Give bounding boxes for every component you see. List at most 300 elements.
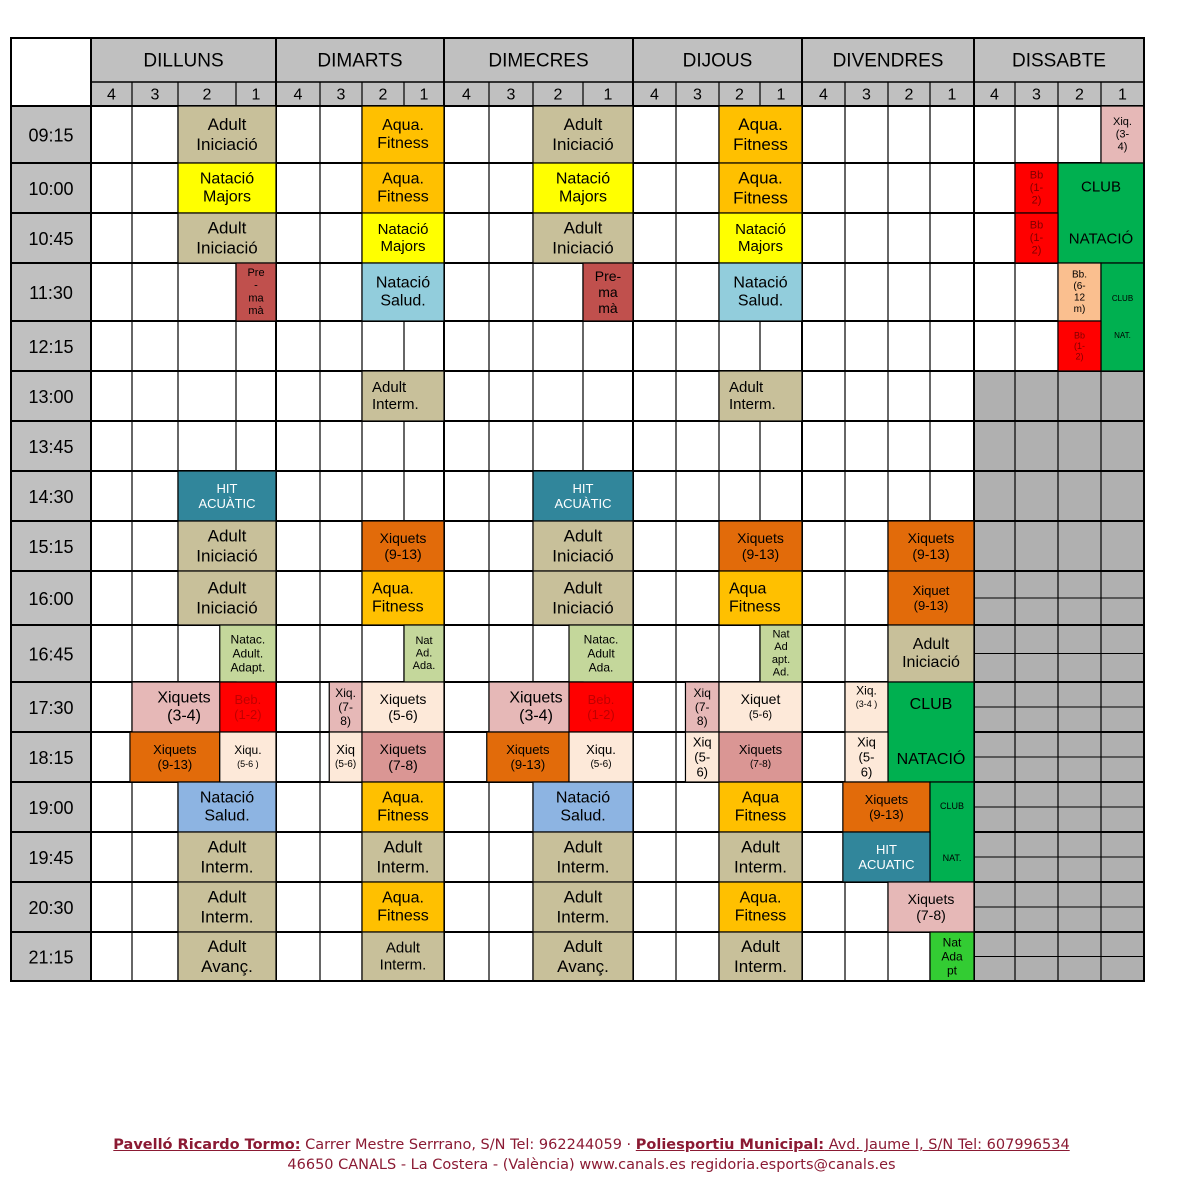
class-block <box>130 732 220 782</box>
class-label: (7-8) <box>916 907 946 924</box>
class-block <box>404 625 444 682</box>
footer-venue-2-address: Avd. Jaume I, S/N Tel: 607996534 <box>824 1137 1070 1153</box>
class-block <box>178 521 276 571</box>
time-slot-label: 16:00 <box>28 589 74 609</box>
class-label: Adult <box>563 218 603 238</box>
time-slot-label: 11:30 <box>29 283 73 303</box>
lane-header-2: 2 <box>735 86 744 104</box>
class-label: Interm. <box>376 857 430 877</box>
class-block-bg <box>930 782 974 882</box>
time-slot-label: 17:30 <box>28 698 74 718</box>
class-label: Iniciació <box>196 134 258 154</box>
class-label: Beb. <box>587 692 615 708</box>
class-label: Nat <box>942 935 962 950</box>
class-block <box>1015 213 1058 263</box>
class-label: (3-4) <box>167 707 201 725</box>
class-label: Majors <box>202 188 252 206</box>
class-label: Adult <box>563 937 603 957</box>
class-label: Iniciació <box>196 238 258 258</box>
class-block <box>569 732 633 782</box>
class-label: (9-13) <box>869 806 904 822</box>
class-block <box>845 682 888 732</box>
class-label: Adult <box>372 378 407 396</box>
class-label: (9-13) <box>912 546 950 563</box>
class-label: CLUB <box>939 801 965 812</box>
class-label: Xiquets <box>506 742 550 758</box>
class-block <box>719 882 802 932</box>
class-label: Iniciació <box>552 238 614 258</box>
class-label: Fitness <box>377 907 429 925</box>
class-label: (7-8) <box>388 757 418 774</box>
class-block <box>1015 163 1058 213</box>
class-block <box>533 213 633 263</box>
class-block <box>362 732 444 782</box>
lane-header-4: 4 <box>650 86 659 104</box>
footer-venue-1-address: Carrer Mestre Serrrano, S/N Tel: 962244059 · <box>300 1137 636 1153</box>
class-block <box>685 732 719 782</box>
class-block <box>533 163 633 213</box>
class-block <box>533 932 633 981</box>
class-label: Natació <box>377 220 429 238</box>
class-label: Adapt. <box>230 660 266 675</box>
class-label: (3-4) <box>519 707 553 725</box>
class-label: Xiquets <box>737 529 784 546</box>
lane-header-2: 2 <box>553 86 563 104</box>
class-block <box>760 625 802 682</box>
class-label: 2) <box>1031 244 1042 257</box>
class-label: pt <box>946 963 958 978</box>
time-slot-label: 19:45 <box>28 848 74 868</box>
class-label: Iniciació <box>552 546 614 566</box>
class-block-bg <box>1101 263 1144 371</box>
day-header-dimarts: DIMARTS <box>317 50 403 72</box>
class-label: ma <box>248 292 264 305</box>
time-slot-label: 19:00 <box>28 798 74 818</box>
class-block <box>719 263 802 321</box>
class-label: (9-13) <box>157 756 193 772</box>
class-block <box>362 106 444 163</box>
class-block <box>719 106 802 163</box>
time-slot-label: 10:00 <box>28 179 74 199</box>
class-block <box>178 832 276 882</box>
lane-header-2: 2 <box>904 86 914 104</box>
class-label: mà <box>598 300 618 317</box>
class-label: Xiq <box>336 742 356 758</box>
day-header-dimecres: DIMECRES <box>488 50 589 72</box>
class-label: Beb. <box>234 692 262 708</box>
time-slot-label: 20:30 <box>28 898 74 918</box>
lane-header-1: 1 <box>419 86 429 104</box>
class-label: Xiqu. <box>586 742 616 758</box>
lane-header-3: 3 <box>862 86 871 104</box>
class-label: Iniciació <box>196 598 258 618</box>
class-block <box>362 682 444 732</box>
class-label: m) <box>1073 303 1086 315</box>
class-label: Adult <box>563 887 603 907</box>
lane-header-band <box>91 82 1144 106</box>
class-label: Bb <box>1073 330 1086 341</box>
class-block <box>569 682 633 732</box>
class-block <box>533 832 633 882</box>
class-label: 12 <box>1073 292 1086 304</box>
class-block <box>362 163 444 213</box>
class-block <box>719 932 802 981</box>
time-slot-label: 10:45 <box>28 229 74 249</box>
class-label: Ada. <box>412 660 436 673</box>
class-label: Interm. <box>379 956 427 974</box>
class-label: Interm. <box>729 396 776 414</box>
class-label: Interm. <box>734 857 787 877</box>
footer-contact: 46650 CANALS - La Costera - (València) www.canals.es regidoria.esports@canals.es <box>287 1157 896 1173</box>
class-label: Avanç. <box>201 956 253 976</box>
class-label: Aqua. <box>738 168 783 188</box>
day-header-dissabte: DISSABTE <box>1012 50 1106 72</box>
class-label: Adult. <box>232 646 264 661</box>
class-label: Xiquet <box>740 690 781 707</box>
class-label: Interm. <box>734 956 787 976</box>
class-block <box>1101 263 1144 371</box>
class-label: Adult <box>587 646 615 661</box>
class-label: Adult <box>207 837 247 857</box>
class-label: (5-6) <box>388 707 418 724</box>
class-block <box>888 571 974 625</box>
class-label: Xiquets <box>153 742 197 758</box>
class-label: Adult <box>383 837 423 857</box>
lane-header-4: 4 <box>990 86 999 104</box>
class-block <box>533 106 633 163</box>
class-label: (9-13) <box>510 756 546 772</box>
class-label: Bb. <box>1071 269 1088 281</box>
class-label: ACUÀTIC <box>198 495 256 511</box>
class-block <box>930 932 974 981</box>
class-block <box>930 782 974 882</box>
class-label: Xiquets <box>379 740 427 757</box>
class-label: Adult <box>207 115 247 135</box>
class-label: Ada <box>941 949 963 964</box>
class-label: Adult <box>729 378 764 396</box>
class-label: Interm. <box>200 857 254 877</box>
class-label: (5-6) <box>590 758 612 770</box>
time-slot-label: 18:15 <box>28 748 74 768</box>
class-label: Xiquets <box>907 890 955 907</box>
class-block <box>533 882 633 932</box>
class-label: Natació <box>555 789 611 807</box>
class-block <box>220 732 276 782</box>
class-label: Salud. <box>737 292 784 310</box>
class-label: Pre <box>247 267 265 280</box>
class-label: NATACIÓ <box>896 751 966 769</box>
class-label: Iniciació <box>196 546 258 566</box>
class-block <box>845 732 888 782</box>
class-block <box>719 732 802 782</box>
class-label: Xiquets <box>509 689 563 707</box>
class-label: HIT <box>572 481 594 497</box>
class-label: (1- <box>1029 182 1044 194</box>
class-label: 4) <box>1117 141 1128 154</box>
class-block <box>329 732 362 782</box>
class-block <box>583 263 633 321</box>
class-block <box>843 782 930 832</box>
class-label: NAT. <box>1114 330 1131 340</box>
class-block <box>719 163 802 213</box>
class-label: Xiquets <box>738 742 783 758</box>
class-label: Adult <box>563 578 603 598</box>
class-block <box>533 782 633 832</box>
class-label: mà <box>248 304 264 317</box>
class-label: 6) <box>696 764 709 780</box>
class-label: Aqua. <box>382 789 424 807</box>
lane-header-1: 1 <box>251 86 261 104</box>
class-block <box>236 263 276 321</box>
class-label: NAT. <box>942 852 962 863</box>
class-label: Xiq <box>693 686 711 701</box>
class-label: Ad. <box>415 647 433 660</box>
class-block <box>533 471 633 521</box>
footer <box>0 1135 1183 1175</box>
lane-header-4: 4 <box>462 86 471 104</box>
class-label: Nat <box>772 628 790 641</box>
class-label: Xiq. <box>856 683 877 698</box>
class-block <box>843 832 930 882</box>
class-label: (7-8) <box>749 758 772 770</box>
class-block <box>719 213 802 263</box>
class-label: (1-2) <box>234 706 262 722</box>
class-label: (5-6) <box>335 758 357 770</box>
class-label: Fitness <box>377 188 429 206</box>
saturday-closed-area <box>974 371 1144 981</box>
lane-header-3: 3 <box>336 86 346 104</box>
class-block <box>1058 163 1144 263</box>
class-block <box>362 571 444 625</box>
class-label: Majors <box>737 238 784 256</box>
class-label: Aqua <box>741 789 780 807</box>
class-label: (5-6) <box>748 709 773 722</box>
class-block <box>362 213 444 263</box>
class-block <box>178 471 276 521</box>
lane-header-1: 1 <box>603 86 613 104</box>
class-label: Xiquet <box>912 583 950 599</box>
class-block <box>719 571 802 625</box>
class-label: (1- <box>1029 232 1044 244</box>
class-block <box>719 371 802 421</box>
class-label: Adult <box>385 939 421 957</box>
class-label: (3- <box>1115 128 1130 141</box>
class-label: Adult <box>741 837 780 857</box>
class-label: Xiquets <box>907 529 955 546</box>
class-label: Iniciació <box>552 598 614 618</box>
class-block <box>178 106 276 163</box>
class-label: Aqua. <box>372 580 414 598</box>
class-block <box>719 782 802 832</box>
class-label: ACUATIC <box>858 856 915 872</box>
class-label: Bb <box>1029 219 1044 232</box>
footer-venue-2: Poliesportiu Municipal: <box>635 1137 825 1153</box>
class-label: Iniciació <box>902 654 960 672</box>
class-block <box>362 782 444 832</box>
class-label: Aqua. <box>382 170 424 188</box>
class-block <box>178 882 276 932</box>
class-block <box>719 682 802 732</box>
class-label: HIT <box>875 842 897 858</box>
class-label: Interm. <box>200 907 254 927</box>
class-label: Fitness <box>729 598 781 616</box>
class-label: Aqua. <box>382 116 424 134</box>
class-block <box>178 163 276 213</box>
class-label: (7- <box>338 700 353 714</box>
lane-header-3: 3 <box>693 86 702 104</box>
lane-header-3: 3 <box>1032 86 1041 104</box>
class-block <box>533 521 633 571</box>
lane-header-1: 1 <box>1118 86 1127 104</box>
class-label: Natació <box>735 220 786 238</box>
class-label: Ad. <box>772 666 790 679</box>
class-label: Aqua. <box>739 889 782 907</box>
class-label: ma <box>598 284 618 300</box>
class-label: (6- <box>1073 280 1086 292</box>
class-block <box>178 571 276 625</box>
class-block <box>487 732 569 782</box>
class-label: Adult <box>741 937 780 957</box>
class-label: Adult <box>912 635 950 653</box>
class-label: CLUB <box>909 695 953 713</box>
class-label: Ada. <box>588 660 614 675</box>
class-block <box>362 832 444 882</box>
class-label: 2) <box>1031 194 1042 207</box>
class-block <box>329 682 362 732</box>
class-label: Adult <box>563 837 603 857</box>
class-block <box>220 625 276 682</box>
class-block <box>362 882 444 932</box>
class-block <box>685 682 719 732</box>
time-slot-label: 12:15 <box>28 337 74 357</box>
class-block <box>1058 321 1101 371</box>
class-label: Xiquets <box>864 792 909 808</box>
day-header-dijous: DIJOUS <box>682 50 753 72</box>
class-label: Pre- <box>594 267 622 284</box>
class-label: CLUB <box>1111 294 1134 304</box>
class-block-bg <box>719 682 802 732</box>
day-header-divendres: DIVENDRES <box>832 50 944 72</box>
class-block <box>178 213 276 263</box>
class-label: 8) <box>340 713 351 728</box>
class-label: Adult <box>207 578 247 598</box>
class-label: Majors <box>558 188 608 206</box>
class-label: 6) <box>860 764 873 780</box>
time-slot-label: 09:15 <box>28 125 74 146</box>
class-label: Fitness <box>733 134 788 154</box>
class-label: Aqua. <box>382 889 424 907</box>
class-label: Fitness <box>377 807 429 825</box>
time-slot-label: 13:00 <box>28 387 74 407</box>
lane-header-3: 3 <box>506 86 516 104</box>
class-label: Adult <box>207 887 247 907</box>
class-block <box>569 625 633 682</box>
class-label: 2) <box>1075 351 1084 362</box>
class-block <box>719 521 802 571</box>
class-label: Adult <box>207 526 247 546</box>
time-slot-label: 21:15 <box>28 947 74 968</box>
class-label: - <box>254 279 258 292</box>
lane-header-1: 1 <box>776 86 786 104</box>
class-label: Adult <box>207 937 247 957</box>
class-label: HIT <box>216 481 238 497</box>
class-label: Adult <box>207 218 247 238</box>
class-label: (9-13) <box>741 546 780 563</box>
class-label: Salud. <box>204 807 250 825</box>
lane-header-2: 2 <box>202 86 212 104</box>
class-block <box>1058 263 1101 321</box>
class-label: ACUÀTIC <box>554 495 612 511</box>
class-label: Bb <box>1029 169 1044 182</box>
class-label: apt. <box>771 653 791 666</box>
class-label: Salud. <box>380 292 426 310</box>
class-block <box>362 932 444 981</box>
class-label: Fitness <box>377 135 429 153</box>
class-label: (7- <box>694 700 710 714</box>
class-label: (1- <box>1074 341 1085 351</box>
class-label: Nat <box>415 634 433 647</box>
class-label: Ad <box>774 641 788 654</box>
class-label: Iniciació <box>552 134 614 154</box>
class-label: (9-13) <box>913 597 949 613</box>
lane-header-3: 3 <box>150 86 160 104</box>
class-label: Salud. <box>560 807 606 825</box>
class-label: (3-4 ) <box>855 699 878 710</box>
class-block <box>888 625 974 682</box>
class-label: (5- <box>858 749 875 765</box>
class-label: (9-13) <box>384 546 422 563</box>
class-label: Xiq <box>857 734 876 750</box>
class-label: Fitness <box>733 188 788 208</box>
lane-header-1: 1 <box>947 86 957 104</box>
class-label: (1-2) <box>587 706 615 722</box>
lane-header-4: 4 <box>293 86 303 104</box>
day-header-band <box>91 38 1144 82</box>
class-label: NATACIÓ <box>1068 230 1134 248</box>
day-header-dilluns: DILLUNS <box>143 50 224 72</box>
class-label: (5- <box>694 749 711 765</box>
class-block <box>178 932 276 981</box>
class-block <box>362 521 444 571</box>
class-label: Fitness <box>734 807 787 825</box>
lane-header-2: 2 <box>378 86 388 104</box>
class-block <box>888 882 974 932</box>
class-label: Fitness <box>734 907 787 925</box>
class-block <box>888 521 974 571</box>
class-label: Xiquets <box>379 690 427 707</box>
class-label: Adult <box>563 526 603 546</box>
class-label: Natació <box>555 170 611 188</box>
class-label: Natac. <box>230 632 266 647</box>
class-label: 8) <box>696 713 708 728</box>
class-block <box>178 782 276 832</box>
lane-header-4: 4 <box>819 86 828 104</box>
class-label: Xiquets <box>157 689 211 707</box>
class-label: Aqua <box>729 580 767 598</box>
class-label: Avanç. <box>557 956 609 976</box>
class-label: Natació <box>375 274 431 292</box>
class-label: Adult <box>563 115 603 135</box>
lane-header-4: 4 <box>107 86 116 104</box>
class-label: Aqua. <box>738 115 783 135</box>
class-label: Xiq. <box>335 686 356 701</box>
class-block <box>220 682 276 732</box>
class-label: Interm. <box>372 396 419 414</box>
time-slot-label: 13:45 <box>28 437 74 457</box>
class-label: Interm. <box>556 857 610 877</box>
class-label: Xiq <box>692 734 712 750</box>
time-slot-label: 16:45 <box>28 644 74 665</box>
